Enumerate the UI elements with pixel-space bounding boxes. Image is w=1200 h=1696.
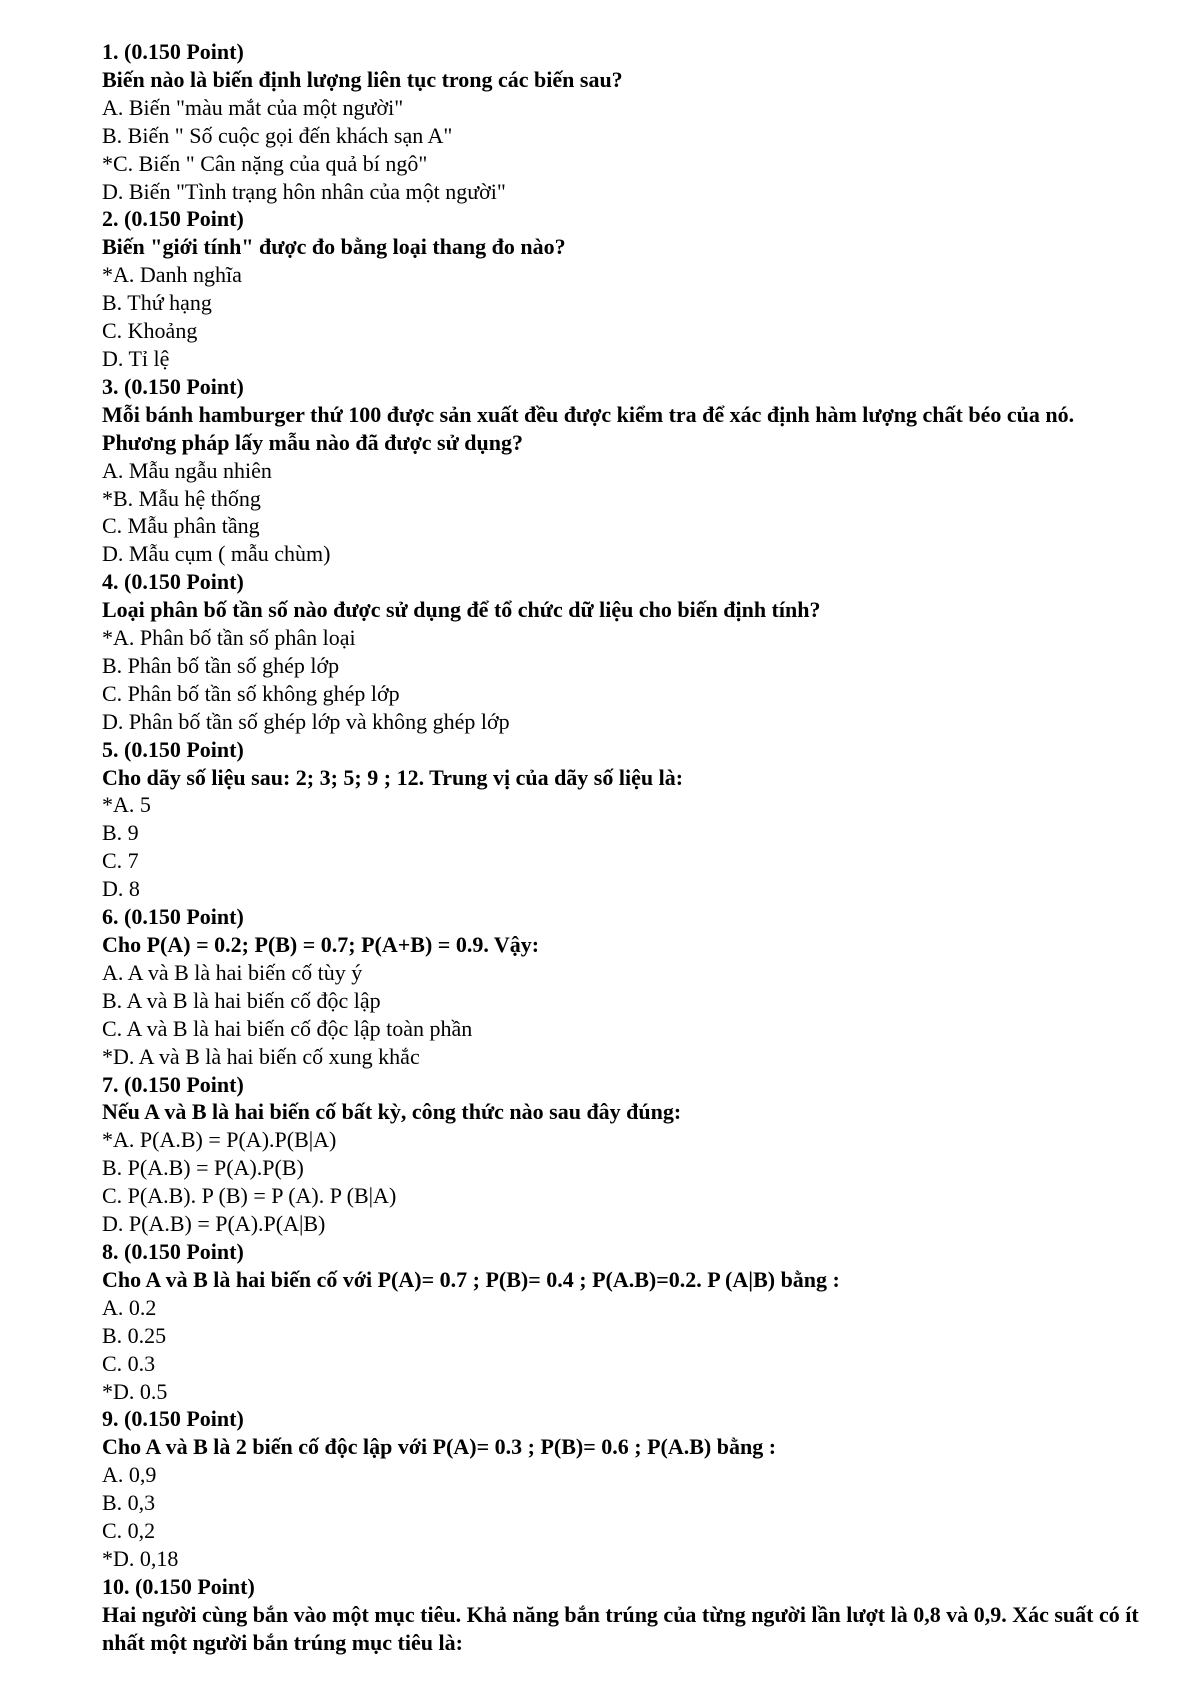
answer-option: D. Mẫu cụm ( mẫu chùm) [102, 541, 331, 567]
answer-option: C. 0,2 [102, 1518, 156, 1544]
question-block [102, 568, 1142, 735]
answer-option: B. 9 [102, 820, 139, 846]
answer-option: D. P(A.B) = P(A).P(A|B) [102, 1211, 326, 1237]
question-block [102, 736, 1142, 903]
answer-option: D. Phân bố tần số ghép lớp và không ghép lớp [102, 708, 510, 734]
question-text: Loại phân bố tần số nào được sử dụng để tổ chức dữ liệu cho biến định tính? [102, 597, 821, 623]
answer-option: D. Biến "Tình trạng hôn nhân của một người" [102, 178, 506, 204]
answer-option: D. 8 [102, 876, 140, 902]
answer-option: *A. 5 [102, 792, 151, 818]
answer-option: C. A và B là hai biến cố độc lập toàn phần [102, 1015, 473, 1041]
question-text: Cho A và B là 2 biến cố độc lập với P(A)= 0.3 ; P(B)= 0.6 ; P(A.B) bằng : [102, 1434, 777, 1460]
answer-option: B. 0,3 [102, 1490, 156, 1516]
answer-option: C. P(A.B). P (B) = P (A). P (B|A) [102, 1183, 397, 1209]
question-number: 1. (0.150 Point) [102, 39, 244, 64]
question-block [102, 1071, 1142, 1238]
question-number: 6. (0.150 Point) [102, 904, 244, 930]
question-block [102, 38, 1142, 205]
answer-option: B. P(A.B) = P(A).P(B) [102, 1155, 304, 1181]
answer-option: *B. Mẫu hệ thống [102, 485, 261, 511]
answer-option: B. 0.25 [102, 1322, 167, 1348]
answer-option: C. Phân bố tần số không ghép lớp [102, 680, 400, 706]
question-text: Biến nào là biến định lượng liên tục trong các biến sau? [102, 66, 623, 92]
answer-option: B. Phân bố tần số ghép lớp [102, 652, 340, 678]
question-block [102, 1573, 1142, 1657]
question-number: 9. (0.150 Point) [102, 1406, 244, 1432]
question-text: Cho A và B là hai biến cố với P(A)= 0.7 ; P(B)= 0.4 ; P(A.B)=0.2. P (A|B) bằng : [102, 1266, 840, 1292]
question-text: Cho dãy số liệu sau: 2; 3; 5; 9 ; 12. Trung vị của dãy số liệu là: [102, 764, 684, 790]
question-text: Cho P(A) = 0.2; P(B) = 0.7; P(A+B) = 0.9. Vậy: [102, 932, 540, 957]
question-number: 4. (0.150 Point) [102, 569, 244, 595]
answer-option: A. 0,9 [102, 1462, 157, 1488]
question-block [102, 1238, 1142, 1405]
question-text: Biến "giới tính" được đo bằng loại thang đo nào? [102, 234, 566, 260]
document-body [102, 38, 1142, 1657]
answer-option: A. Biến "màu mắt của một người" [102, 94, 404, 120]
answer-option: A. 0.2 [102, 1294, 157, 1320]
answer-option: *A. Phân bố tần số phân loại [102, 625, 356, 651]
question-number: 7. (0.150 Point) [102, 1071, 244, 1097]
question-block [102, 903, 1142, 1070]
question-block [102, 1405, 1142, 1572]
answer-option: C. 0.3 [102, 1350, 156, 1376]
answer-option: B. A và B là hai biến cố độc lập [102, 987, 381, 1013]
answer-option: *C. Biến " Cân nặng của quả bí ngô" [102, 150, 428, 176]
answer-option: *D. 0.5 [102, 1378, 168, 1404]
question-text: Nếu A và B là hai biến cố bất kỳ, công thức nào sau đây đúng: [102, 1099, 682, 1125]
answer-option: *D. A và B là hai biến cố xung khắc [102, 1043, 420, 1069]
question-number: 10. (0.150 Point) [102, 1573, 255, 1599]
answer-option: A. Mẫu ngẫu nhiên [102, 457, 272, 483]
answer-option: C. Mẫu phân tầng [102, 513, 260, 539]
answer-option: *D. 0,18 [102, 1545, 179, 1571]
answer-option: *A. Danh nghĩa [102, 262, 242, 288]
answer-option: A. A và B là hai biến cố tùy ý [102, 959, 363, 985]
question-block [102, 373, 1142, 568]
answer-option: B. Biến " Số cuộc gọi đến khách sạn A" [102, 122, 453, 148]
answer-option: C. 7 [102, 848, 139, 874]
question-text: Mỗi bánh hamburger thứ 100 được sản xuất đều được kiểm tra để xác định hàm lượng chất béo của nó. Phương pháp lấy mẫu nào đã được sử dụng? [102, 401, 1075, 455]
answer-option: D. Tỉ lệ [102, 345, 170, 371]
question-block [102, 205, 1142, 372]
answer-option: B. Thứ hạng [102, 290, 212, 316]
question-number: 2. (0.150 Point) [102, 206, 244, 232]
answer-option: C. Khoảng [102, 318, 198, 344]
question-text: Hai người cùng bắn vào một mục tiêu. Khả năng bắn trúng của từng người lần lượt là 0,8 và 0,9. Xác suất có ít nhất một người bắn trúng mục tiêu là: [102, 1601, 1139, 1655]
answer-option: *A. P(A.B) = P(A).P(B|A) [102, 1127, 337, 1153]
question-number: 8. (0.150 Point) [102, 1238, 244, 1264]
question-number: 3. (0.150 Point) [102, 373, 244, 399]
question-number: 5. (0.150 Point) [102, 736, 244, 762]
